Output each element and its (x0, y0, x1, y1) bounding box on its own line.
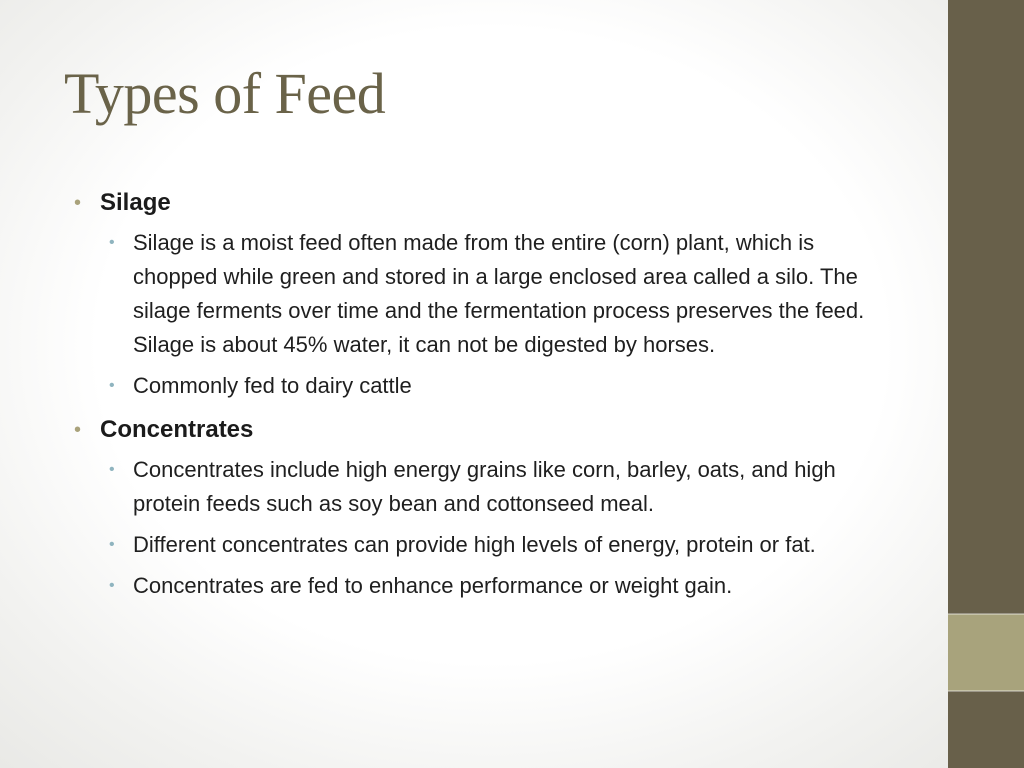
slide-title: Types of Feed (64, 61, 386, 126)
list-item-text: Concentrates include high energy grains like corn, barley, oats, and high protein feeds such as soy bean and cottonseed meal. (133, 457, 836, 516)
sidebar-accent-block (948, 614, 1024, 691)
bullet-icon: • (109, 461, 115, 478)
list-item (100, 226, 902, 362)
list-item (100, 569, 902, 603)
section-heading: Silage (100, 189, 171, 216)
slide-body (72, 186, 902, 613)
list-item (100, 369, 902, 403)
list-item (100, 453, 902, 521)
bullet-icon: • (74, 192, 82, 214)
sidebar-divider (948, 690, 1024, 692)
section-heading: Concentrates (100, 416, 254, 443)
list-item (100, 528, 902, 562)
list-item-text: Commonly fed to dairy cattle (133, 373, 412, 398)
sub-list (100, 453, 902, 603)
list-item-text: Silage is a moist feed often made from the entire (corn) plant, which is chopped while green and stored in a large enclosed area called a silo. The silage ferments over time and the fermentation process preserves the feed. Silage is about 45% water, it can not be digested by horses. (133, 230, 865, 357)
bullet-icon: • (74, 419, 82, 441)
list-item-text: Different concentrates can provide high levels of energy, protein or fat. (133, 532, 816, 557)
bullet-icon: • (109, 377, 115, 394)
section-silage (72, 186, 902, 403)
section-concentrates (72, 413, 902, 603)
list-item-text: Concentrates are fed to enhance performance or weight gain. (133, 573, 733, 598)
bullet-icon: • (109, 536, 115, 553)
bullet-icon: • (109, 234, 115, 251)
bullet-icon: • (109, 577, 115, 594)
sidebar-divider (948, 613, 1024, 615)
sub-list (100, 226, 902, 403)
